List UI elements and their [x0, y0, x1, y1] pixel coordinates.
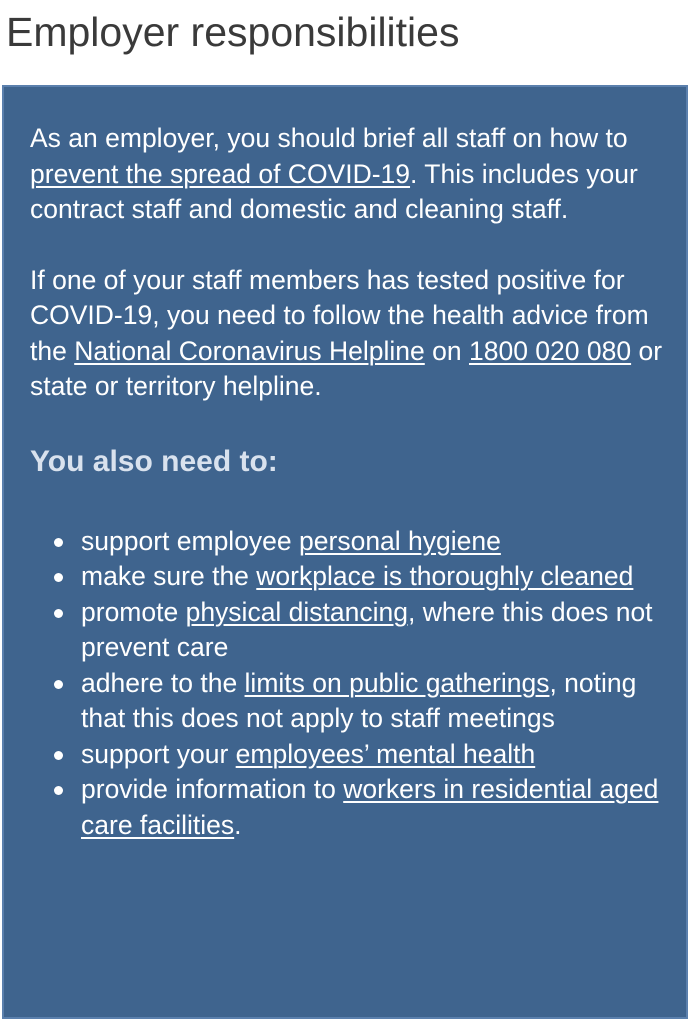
- item-text-before: make sure the: [81, 561, 257, 591]
- item-text-after: , noting that this does not apply to staff meetings: [81, 667, 637, 733]
- prevent-spread-link[interactable]: prevent the spread of COVID-19: [30, 158, 411, 189]
- item-text-before: adhere to the: [81, 667, 245, 698]
- helpline-link[interactable]: National Coronavirus Helpline: [74, 335, 425, 366]
- also-need-heading: You also need to:: [30, 444, 278, 478]
- personal-hygiene-link[interactable]: personal hygiene: [299, 525, 501, 556]
- positive-test-text-before: If one of your staff members has tested positive for COVID-19, you need to follow the health advice from the: [30, 264, 649, 366]
- list-item: [81, 559, 670, 595]
- aged-care-workers-link[interactable]: workers in residential aged care facilities: [81, 774, 659, 840]
- info-panel: [2, 85, 688, 1019]
- list-item: [81, 737, 670, 773]
- positive-test-paragraph: [30, 263, 670, 405]
- list-item: [81, 595, 670, 666]
- panel-content: [30, 121, 670, 843]
- item-text-after: , where this does not prevent care: [81, 596, 653, 662]
- brief-staff-text-after: . This includes your contract staff and domestic and cleaning staff.: [30, 158, 638, 224]
- brief-staff-paragraph: [30, 121, 670, 228]
- list-item: [81, 666, 670, 737]
- public-gatherings-link[interactable]: limits on public gatherings: [244, 667, 550, 698]
- brief-staff-text-before: As an employer, you should brief all staff on how to: [30, 123, 628, 153]
- item-text-before: promote: [81, 596, 186, 627]
- list-item: [81, 524, 670, 560]
- positive-test-text-middle: on: [424, 335, 469, 366]
- page-title: Employer responsibilities: [6, 9, 460, 55]
- list-item: [81, 772, 670, 843]
- positive-test-text-after: or state or territory helpline.: [30, 335, 663, 401]
- physical-distancing-link[interactable]: physical distancing: [185, 596, 409, 627]
- responsibilities-list: [30, 524, 670, 844]
- workplace-cleaned-link[interactable]: workplace is thoroughly cleaned: [256, 561, 634, 591]
- item-text-before: support your: [81, 738, 236, 769]
- item-text-before: support employee: [81, 525, 300, 556]
- helpline-phone-link[interactable]: 1800 020 080: [468, 335, 632, 366]
- item-text-after: .: [234, 809, 242, 840]
- item-text-before: provide information to: [81, 774, 344, 804]
- mental-health-link[interactable]: employees’ mental health: [235, 738, 536, 769]
